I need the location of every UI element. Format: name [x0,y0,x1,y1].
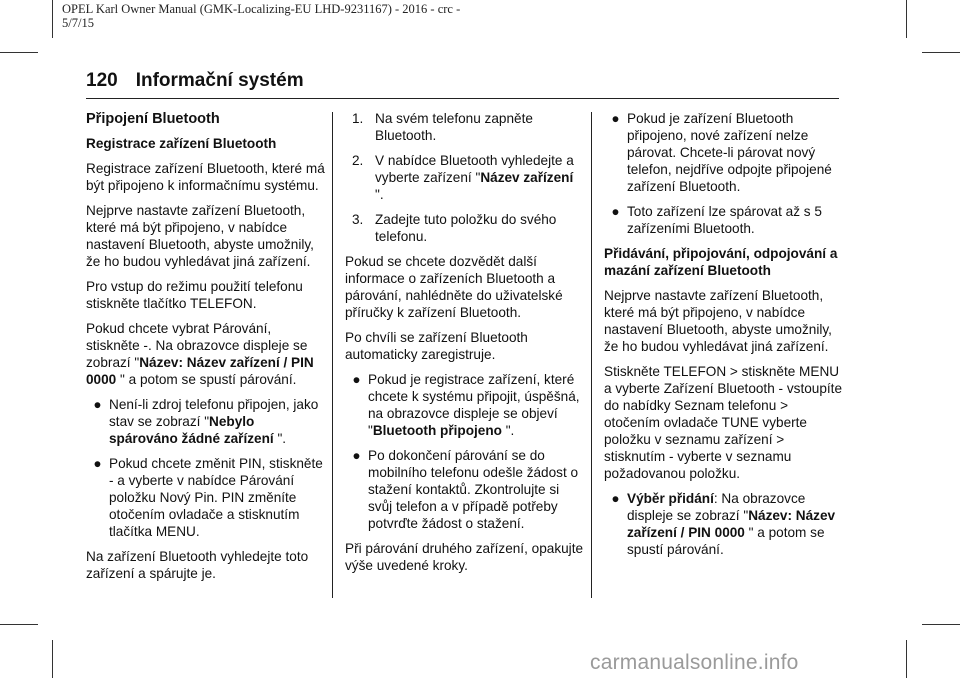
column-divider [591,112,592,598]
column-right [604,110,844,566]
section-title: Informační systém [135,70,304,91]
bullet-text: Pokud je zařízení Bluetooth připojeno, nové zařízení nelze párovat. Chcete-li párovat nový telefon, nejdříve odpojte připojené zařízení Bluetooth. [627,111,832,194]
display-message: Nebylo spárováno žádné zařízení [109,414,274,446]
bullet-icon: ● [352,448,361,463]
numbered-step [345,152,585,203]
step-number: 3. [352,212,364,227]
page-heading [86,70,304,92]
display-message: Název zařízení [480,170,574,185]
paragraph: Stiskněte TELEFON > stiskněte MENU a vyberte Zařízení Bluetooth - vstoupíte do nabídky Seznam telefonu > otočením ovladače TUNE vyberte položku v seznamu zařízení > stisknutím - vyberte v seznamu požadovanou položku. [604,364,843,481]
crop-mark [52,0,53,38]
text-run: " a potom se spustí párování. [627,525,825,557]
step-number: 1. [352,111,364,126]
text-run: ". [501,423,515,438]
text-run: Pokud je registrace zařízení, které chcete k systému připojit, úspěšná, na obrazovce displeje se objeví " [368,372,580,438]
text-run: : Na obrazovce displeje se zobrazí " [627,491,806,523]
text-run: Není-li zdroj telefonu připojen, jako stav se zobrazí " [109,397,319,429]
paragraph [86,320,326,388]
paragraph: Pokud se chcete dozvědět další informace o zařízeních Bluetooth a párování, nahlédněte do uživatelské příručky k zařízení Bluetooth. [345,254,563,320]
step-text: Na svém telefonu zapněte Bluetooth. [375,111,533,143]
bullet-icon: ● [352,372,361,387]
display-message: Bluetooth připojeno [372,423,502,438]
crop-mark [922,52,960,53]
crop-mark [52,640,53,678]
bullet-icon: ● [611,204,620,219]
paragraph: Nejprve nastavte zařízení Bluetooth, které má být připojeno, v nabídce nastavení Bluetooth, abyste umožnily, že ho budou vyhledávat jiná zařízení. [86,203,314,269]
print-metadata-line: OPEL Karl Owner Manual (GMK-Localizing-EU LHD-9231167) - 2016 - crc - [62,2,461,16]
text-run: ". [375,187,384,202]
crop-mark [922,624,960,625]
bullet-item [345,371,585,439]
column-divider [332,112,333,598]
bullet-icon: ● [611,111,620,126]
step-text [375,152,585,203]
paragraph: Nejprve nastavte zařízení Bluetooth, které má být připojeno, v nabídce nastavení Bluetooth, abyste umožnily, že ho budou vyhledávat jiná zařízení. [604,288,832,354]
print-metadata [62,2,522,30]
bullet-icon: ● [611,491,620,506]
bullet-item [86,455,326,540]
crop-mark [0,624,38,625]
numbered-step [345,110,585,144]
display-message: Název: Název zařízení / PIN 0000 [86,355,314,387]
text-run: V nabídce Bluetooth vyhledejte a vyberte zařízení " [375,153,574,185]
column-middle [345,110,585,582]
bullet-item [604,110,844,195]
bullet-text: Po dokončení párování se do mobilního telefonu odešle žádost o stažení kontaktů. Zkontrolujte si svůj telefon a v případě potřeby potvrďte žádost o stažení. [368,448,579,531]
column-left [86,110,326,590]
article-title: Připojení Bluetooth [86,111,220,127]
subsection-title: Registrace zařízení Bluetooth [86,136,277,151]
subsection-title: Přidávání, připojování, odpojování a mazání zařízení Bluetooth [604,246,838,278]
option-name: Výběr přidání [627,491,714,506]
display-message: Název: Název zařízení / PIN 0000 [627,508,836,540]
watermark: carmanualsonline.info [590,651,799,674]
text-run: ". [273,431,287,446]
heading-rule [86,98,839,99]
bullet-item [86,396,326,447]
numbered-step [345,211,585,245]
paragraph: Registrace zařízení Bluetooth, které má být připojeno k informačnímu systému. [86,161,325,193]
bullet-item [604,490,844,558]
bullet-item [345,447,585,532]
paragraph: Na zařízení Bluetooth vyhledejte toto zařízení a spárujte je. [86,549,309,581]
crop-mark [906,0,907,38]
bullet-text: Pokud chcete změnit PIN, stiskněte - a vyberte v nabídce Párování položku Nový Pin. PIN změníte otočením ovladače a stisknutím tlačítka MENU. [109,456,323,539]
bullet-text [109,396,326,447]
page-number: 120 [86,70,118,91]
bullet-item [604,203,844,237]
paragraph: Pro vstup do režimu použití telefonu stiskněte tlačítko TELEFON. [86,279,303,311]
crop-mark [0,52,38,53]
bullet-text [627,490,844,558]
bullet-icon: ● [93,456,102,471]
text-run: Pokud chcete vybrat Párování, stiskněte -. Na obrazovce displeje se zobrazí " [86,321,308,370]
bullet-icon: ● [93,397,102,412]
print-metadata-line: 5/7/15 [62,16,94,30]
step-number: 2. [352,153,364,168]
paragraph: Při párování druhého zařízení, opakujte výše uvedené kroky. [345,541,584,573]
crop-mark [906,640,907,678]
text-run: " a potom se spustí párování. [116,372,297,387]
bullet-text [368,371,585,439]
bullet-text: Toto zařízení lze spárovat až s 5 zařízeními Bluetooth. [627,204,822,236]
paragraph: Po chvíli se zařízení Bluetooth automaticky zaregistruje. [345,330,528,362]
step-text: Zadejte tuto položku do svého telefonu. [375,212,557,244]
